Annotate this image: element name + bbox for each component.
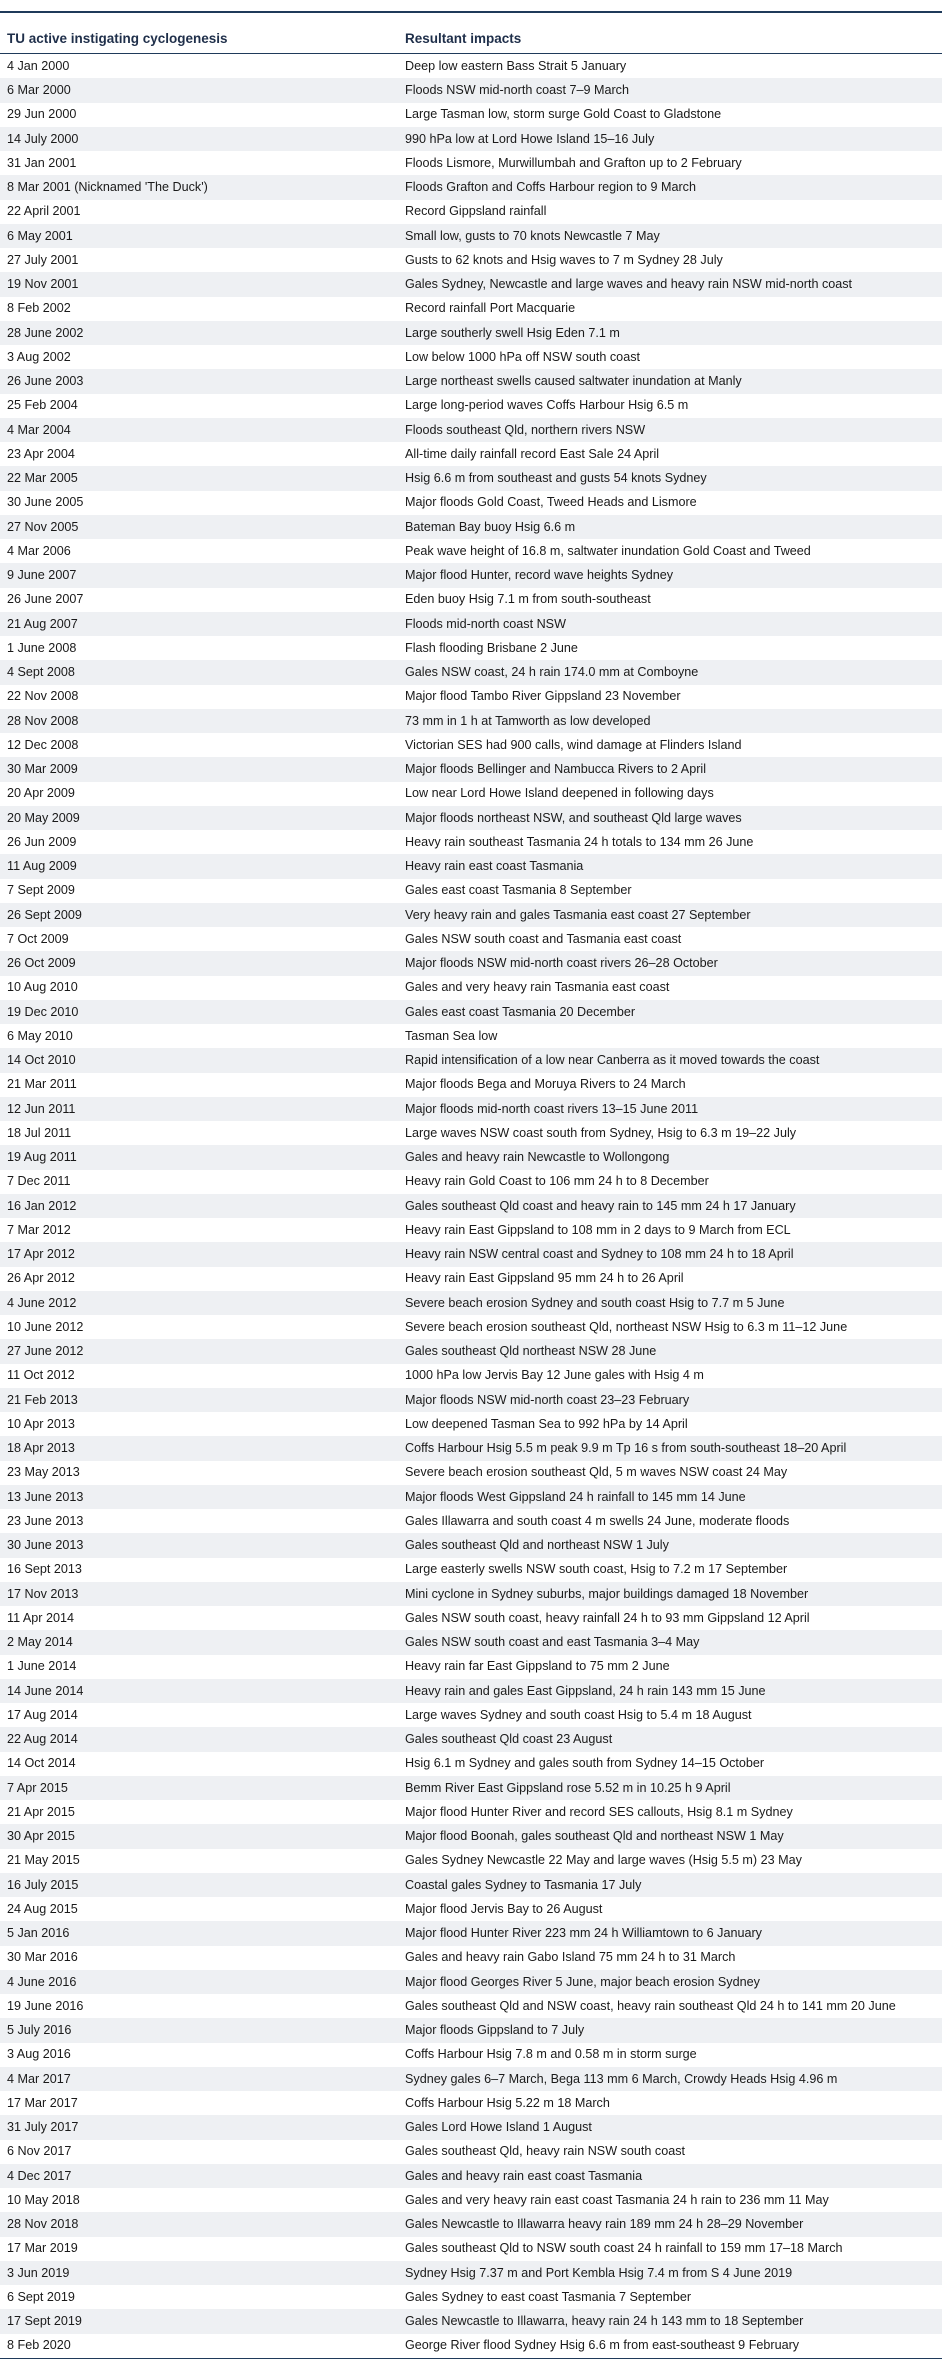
- table-row: [0, 345, 942, 369]
- table-row: [0, 151, 942, 175]
- table-row: [0, 2164, 942, 2188]
- table-row: [0, 1630, 942, 1654]
- resultant-impact-cell: Mini cyclone in Sydney suburbs, major buildings damaged 18 November: [398, 1582, 942, 1606]
- resultant-impact-cell: Gales and heavy rain Newcastle to Wollongong: [398, 1145, 942, 1169]
- resultant-impact-cell: Severe beach erosion Sydney and south coast Hsig to 7.7 m 5 June: [398, 1291, 942, 1315]
- tu-active-date-cell: 10 May 2018: [0, 2188, 398, 2212]
- tu-active-date-cell: 1 June 2008: [0, 636, 398, 660]
- table-row: [0, 2115, 942, 2139]
- table-row: [0, 1315, 942, 1339]
- resultant-impact-cell: Major floods mid-north coast rivers 13–15 June 2011: [398, 1097, 942, 1121]
- resultant-impact-cell: Major flood Hunter River and record SES callouts, Hsig 8.1 m Sydney: [398, 1800, 942, 1824]
- tu-active-date-cell: 19 Aug 2011: [0, 1145, 398, 1169]
- tu-active-date-cell: 3 Aug 2016: [0, 2043, 398, 2067]
- tu-active-date-cell: 4 Mar 2004: [0, 418, 398, 442]
- table-row: [0, 1267, 942, 1291]
- table-row: [0, 927, 942, 951]
- table-row: [0, 782, 942, 806]
- table-row: [0, 1582, 942, 1606]
- tu-active-date-cell: 30 Mar 2016: [0, 1946, 398, 1970]
- resultant-impact-cell: Gales Illawarra and south coast 4 m swells 24 June, moderate floods: [398, 1509, 942, 1533]
- tu-active-date-cell: 17 Mar 2019: [0, 2237, 398, 2261]
- table-row: [0, 297, 942, 321]
- resultant-impact-cell: Gales southeast Qld to NSW south coast 24 h rainfall to 159 mm 17–18 March: [398, 2237, 942, 2261]
- tu-active-date-cell: 28 June 2002: [0, 321, 398, 345]
- table-row: [0, 1849, 942, 1873]
- table-row: [0, 2067, 942, 2091]
- table-row: [0, 2309, 942, 2333]
- resultant-impact-cell: Major flood Hunter River 223 mm 24 h Williamtown to 6 January: [398, 1921, 942, 1945]
- tu-active-date-cell: 14 Oct 2014: [0, 1752, 398, 1776]
- tu-active-date-cell: 21 May 2015: [0, 1849, 398, 1873]
- table-row: [0, 1727, 942, 1751]
- resultant-impact-cell: Coffs Harbour Hsig 5.22 m 18 March: [398, 2091, 942, 2115]
- table-row: [0, 1073, 942, 1097]
- resultant-impact-cell: Gales east coast Tasmania 20 December: [398, 1000, 942, 1024]
- resultant-impact-cell: Major flood Hunter, record wave heights Sydney: [398, 563, 942, 587]
- tu-active-date-cell: 4 June 2016: [0, 1970, 398, 1994]
- table-row: [0, 491, 942, 515]
- table-row: [0, 830, 942, 854]
- resultant-impact-cell: Gales southeast Qld coast and heavy rain to 145 mm 24 h 17 January: [398, 1194, 942, 1218]
- resultant-impact-cell: Gales Newcastle to Illawarra, heavy rain 24 h 143 mm to 18 September: [398, 2309, 942, 2333]
- table-row: [0, 1679, 942, 1703]
- tu-active-date-cell: 30 June 2013: [0, 1533, 398, 1557]
- resultant-impact-cell: George River flood Sydney Hsig 6.6 m from east-southeast 9 February: [398, 2334, 942, 2359]
- tu-active-date-cell: 6 Nov 2017: [0, 2140, 398, 2164]
- tu-active-date-cell: 17 Mar 2017: [0, 2091, 398, 2115]
- tu-active-date-cell: 8 Feb 2020: [0, 2334, 398, 2359]
- cyclogenesis-impacts-table: [0, 23, 942, 2359]
- table-row: [0, 1800, 942, 1824]
- table-row: [0, 1436, 942, 1460]
- tu-active-date-cell: 12 Dec 2008: [0, 733, 398, 757]
- tu-active-date-cell: 14 July 2000: [0, 127, 398, 151]
- table-row: [0, 1921, 942, 1945]
- tu-active-date-cell: 12 Jun 2011: [0, 1097, 398, 1121]
- table-row: [0, 685, 942, 709]
- table-row: [0, 854, 942, 878]
- table-row: [0, 1242, 942, 1266]
- resultant-impact-cell: Gales Sydney, Newcastle and large waves and heavy rain NSW mid-north coast: [398, 272, 942, 296]
- table-row: [0, 1897, 942, 1921]
- table-row: [0, 466, 942, 490]
- resultant-impact-cell: Low deepened Tasman Sea to 992 hPa by 14 April: [398, 1412, 942, 1436]
- resultant-impact-cell: Gales and heavy rain east coast Tasmania: [398, 2164, 942, 2188]
- table-row: [0, 2334, 942, 2359]
- table-row: [0, 1994, 942, 2018]
- table-row: [0, 709, 942, 733]
- table-row: [0, 103, 942, 127]
- tu-active-date-cell: 7 Dec 2011: [0, 1170, 398, 1194]
- tu-active-date-cell: 16 Sept 2013: [0, 1558, 398, 1582]
- resultant-impact-cell: Floods southeast Qld, northern rivers NSW: [398, 418, 942, 442]
- table-row: [0, 200, 942, 224]
- resultant-impact-cell: Major flood Boonah, gales southeast Qld and northeast NSW 1 May: [398, 1824, 942, 1848]
- resultant-impact-cell: Deep low eastern Bass Strait 5 January: [398, 54, 942, 79]
- table-row: [0, 1170, 942, 1194]
- tu-active-date-cell: 14 June 2014: [0, 1679, 398, 1703]
- table-row: [0, 394, 942, 418]
- tu-active-date-cell: 19 Dec 2010: [0, 1000, 398, 1024]
- tu-active-date-cell: 5 July 2016: [0, 2018, 398, 2042]
- tu-active-date-cell: 3 Jun 2019: [0, 2261, 398, 2285]
- tu-active-date-cell: 7 Sept 2009: [0, 879, 398, 903]
- resultant-impact-cell: Gales Sydney to east coast Tasmania 7 September: [398, 2285, 942, 2309]
- resultant-impact-cell: Gales southeast Qld and northeast NSW 1 July: [398, 1533, 942, 1557]
- resultant-impact-cell: Floods Grafton and Coffs Harbour region to 9 March: [398, 175, 942, 199]
- tu-active-date-cell: 28 Nov 2008: [0, 709, 398, 733]
- tu-active-date-cell: 22 Aug 2014: [0, 1727, 398, 1751]
- table-row: [0, 903, 942, 927]
- tu-active-date-cell: 25 Feb 2004: [0, 394, 398, 418]
- resultant-impact-cell: Small low, gusts to 70 knots Newcastle 7 May: [398, 224, 942, 248]
- table-row: [0, 272, 942, 296]
- table-row: [0, 539, 942, 563]
- tu-active-date-cell: 4 June 2012: [0, 1291, 398, 1315]
- resultant-impact-cell: Gales and heavy rain Gabo Island 75 mm 24 h to 31 March: [398, 1946, 942, 1970]
- resultant-impact-cell: Rapid intensification of a low near Canberra as it moved towards the coast: [398, 1048, 942, 1072]
- table-row: [0, 1412, 942, 1436]
- tu-active-date-cell: 22 Nov 2008: [0, 685, 398, 709]
- resultant-impact-cell: Gusts to 62 knots and Hsig waves to 7 m Sydney 28 July: [398, 248, 942, 272]
- tu-active-date-cell: 21 Feb 2013: [0, 1388, 398, 1412]
- resultant-impact-cell: Gales southeast Qld, heavy rain NSW south coast: [398, 2140, 942, 2164]
- resultant-impact-cell: Severe beach erosion southeast Qld, northeast NSW Hsig to 6.3 m 11–12 June: [398, 1315, 942, 1339]
- tu-active-date-cell: 4 Sept 2008: [0, 660, 398, 684]
- table-row: [0, 879, 942, 903]
- table-row: [0, 2212, 942, 2236]
- table-row: [0, 1000, 942, 1024]
- tu-active-date-cell: 31 Jan 2001: [0, 151, 398, 175]
- table-row: [0, 1291, 942, 1315]
- tu-active-date-cell: 17 Nov 2013: [0, 1582, 398, 1606]
- resultant-impact-cell: Gales and very heavy rain east coast Tasmania 24 h rain to 236 mm 11 May: [398, 2188, 942, 2212]
- tu-active-date-cell: 27 Nov 2005: [0, 515, 398, 539]
- tu-active-date-cell: 14 Oct 2010: [0, 1048, 398, 1072]
- tu-active-date-cell: 23 June 2013: [0, 1509, 398, 1533]
- tu-active-date-cell: 6 Mar 2000: [0, 78, 398, 102]
- tu-active-date-cell: 4 Mar 2017: [0, 2067, 398, 2091]
- resultant-impact-cell: 1000 hPa low Jervis Bay 12 June gales with Hsig 4 m: [398, 1364, 942, 1388]
- resultant-impact-cell: Heavy rain far East Gippsland to 75 mm 2 June: [398, 1655, 942, 1679]
- tu-active-date-cell: 31 July 2017: [0, 2115, 398, 2139]
- resultant-impact-cell: Gales Lord Howe Island 1 August: [398, 2115, 942, 2139]
- resultant-impact-cell: Low near Lord Howe Island deepened in following days: [398, 782, 942, 806]
- resultant-impact-cell: Bateman Bay buoy Hsig 6.6 m: [398, 515, 942, 539]
- resultant-impact-cell: 990 hPa low at Lord Howe Island 15–16 July: [398, 127, 942, 151]
- tu-active-date-cell: 23 Apr 2004: [0, 442, 398, 466]
- table-row: [0, 1218, 942, 1242]
- resultant-impact-cell: Eden buoy Hsig 7.1 m from south-southeast: [398, 588, 942, 612]
- table-row: [0, 2237, 942, 2261]
- tu-active-date-cell: 20 May 2009: [0, 806, 398, 830]
- tu-active-date-cell: 21 Aug 2007: [0, 612, 398, 636]
- resultant-impact-cell: Gales southeast Qld northeast NSW 28 June: [398, 1339, 942, 1363]
- table-row: [0, 54, 942, 79]
- tu-active-date-cell: 8 Feb 2002: [0, 297, 398, 321]
- tu-active-date-cell: 6 May 2001: [0, 224, 398, 248]
- table-row: [0, 1194, 942, 1218]
- tu-active-date-cell: 7 Apr 2015: [0, 1776, 398, 1800]
- tu-active-date-cell: 17 Apr 2012: [0, 1242, 398, 1266]
- table-row: [0, 1533, 942, 1557]
- table-row: [0, 1752, 942, 1776]
- table-row: [0, 321, 942, 345]
- tu-active-date-cell: 20 Apr 2009: [0, 782, 398, 806]
- tu-active-date-cell: 10 Aug 2010: [0, 976, 398, 1000]
- table-row: [0, 2043, 942, 2067]
- resultant-impact-cell: Major floods West Gippsland 24 h rainfall to 145 mm 14 June: [398, 1485, 942, 1509]
- table-row: [0, 806, 942, 830]
- table-row: [0, 78, 942, 102]
- tu-active-date-cell: 4 Mar 2006: [0, 539, 398, 563]
- resultant-impact-cell: Severe beach erosion southeast Qld, 5 m waves NSW coast 24 May: [398, 1461, 942, 1485]
- resultant-impact-cell: Major floods northeast NSW, and southeast Qld large waves: [398, 806, 942, 830]
- resultant-impact-cell: Major floods Gippsland to 7 July: [398, 2018, 942, 2042]
- tu-active-date-cell: 10 Apr 2013: [0, 1412, 398, 1436]
- table-header-row: [0, 23, 942, 54]
- tu-active-date-cell: 13 June 2013: [0, 1485, 398, 1509]
- resultant-impact-cell: Sydney gales 6–7 March, Bega 113 mm 6 March, Crowdy Heads Hsig 4.96 m: [398, 2067, 942, 2091]
- resultant-impact-cell: Flash flooding Brisbane 2 June: [398, 636, 942, 660]
- tu-active-date-cell: 28 Nov 2018: [0, 2212, 398, 2236]
- table-row: [0, 442, 942, 466]
- table-row: [0, 1824, 942, 1848]
- tu-active-date-cell: 26 June 2003: [0, 369, 398, 393]
- tu-active-date-cell: 26 June 2007: [0, 588, 398, 612]
- table-row: [0, 224, 942, 248]
- tu-active-date-cell: 30 Apr 2015: [0, 1824, 398, 1848]
- tu-active-date-cell: 2 May 2014: [0, 1630, 398, 1654]
- resultant-impact-cell: Gales southeast Qld coast 23 August: [398, 1727, 942, 1751]
- table-row: [0, 1339, 942, 1363]
- tu-active-date-cell: 7 Mar 2012: [0, 1218, 398, 1242]
- tu-active-date-cell: 21 Apr 2015: [0, 1800, 398, 1824]
- tu-active-date-cell: 21 Mar 2011: [0, 1073, 398, 1097]
- resultant-impact-cell: Very heavy rain and gales Tasmania east coast 27 September: [398, 903, 942, 927]
- resultant-impact-cell: Low below 1000 hPa off NSW south coast: [398, 345, 942, 369]
- resultant-impact-cell: Major floods Bellinger and Nambucca Rivers to 2 April: [398, 757, 942, 781]
- table-row: [0, 2188, 942, 2212]
- resultant-impact-cell: Heavy rain east coast Tasmania: [398, 854, 942, 878]
- tu-active-date-cell: 10 June 2012: [0, 1315, 398, 1339]
- tu-active-date-cell: 26 Apr 2012: [0, 1267, 398, 1291]
- table-row: [0, 369, 942, 393]
- table-row: [0, 636, 942, 660]
- table-row: [0, 2018, 942, 2042]
- table-row: [0, 588, 942, 612]
- tu-active-date-cell: 19 June 2016: [0, 1994, 398, 2018]
- table-row: [0, 1509, 942, 1533]
- resultant-impact-cell: Gales NSW south coast and east Tasmania 3–4 May: [398, 1630, 942, 1654]
- resultant-impact-cell: Tasman Sea low: [398, 1024, 942, 1048]
- tu-active-date-cell: 9 June 2007: [0, 563, 398, 587]
- resultant-impact-cell: Large southerly swell Hsig Eden 7.1 m: [398, 321, 942, 345]
- resultant-impact-cell: Large Tasman low, storm surge Gold Coast to Gladstone: [398, 103, 942, 127]
- column-header-tu-active: TU active instigating cyclogenesis: [0, 23, 398, 54]
- tu-active-date-cell: 6 May 2010: [0, 1024, 398, 1048]
- tu-active-date-cell: 6 Sept 2019: [0, 2285, 398, 2309]
- table-row: [0, 418, 942, 442]
- resultant-impact-cell: Coastal gales Sydney to Tasmania 17 July: [398, 1873, 942, 1897]
- table-row: [0, 127, 942, 151]
- tu-active-date-cell: 26 Jun 2009: [0, 830, 398, 854]
- tu-active-date-cell: 11 Apr 2014: [0, 1606, 398, 1630]
- resultant-impact-cell: Heavy rain East Gippsland 95 mm 24 h to 26 April: [398, 1267, 942, 1291]
- tu-active-date-cell: 8 Mar 2001 (Nicknamed 'The Duck'): [0, 175, 398, 199]
- table-row: [0, 1970, 942, 1994]
- tu-active-date-cell: 26 Sept 2009: [0, 903, 398, 927]
- tu-active-date-cell: 4 Jan 2000: [0, 54, 398, 79]
- table-row: [0, 757, 942, 781]
- resultant-impact-cell: Record Gippsland rainfall: [398, 200, 942, 224]
- tu-active-date-cell: 16 Jan 2012: [0, 1194, 398, 1218]
- resultant-impact-cell: Heavy rain southeast Tasmania 24 h totals to 134 mm 26 June: [398, 830, 942, 854]
- tu-active-date-cell: 1 June 2014: [0, 1655, 398, 1679]
- resultant-impact-cell: Floods Lismore, Murwillumbah and Grafton up to 2 February: [398, 151, 942, 175]
- resultant-impact-cell: Major floods NSW mid-north coast 23–23 February: [398, 1388, 942, 1412]
- table-row: [0, 515, 942, 539]
- tu-active-date-cell: 23 May 2013: [0, 1461, 398, 1485]
- resultant-impact-cell: Gales NSW south coast and Tasmania east coast: [398, 927, 942, 951]
- table-row: [0, 563, 942, 587]
- tu-active-date-cell: 11 Aug 2009: [0, 854, 398, 878]
- tu-active-date-cell: 22 April 2001: [0, 200, 398, 224]
- table-body: [0, 54, 942, 2359]
- tu-active-date-cell: 30 June 2005: [0, 491, 398, 515]
- resultant-impact-cell: Gales NSW coast, 24 h rain 174.0 mm at Comboyne: [398, 660, 942, 684]
- table-row: [0, 2261, 942, 2285]
- resultant-impact-cell: Floods mid-north coast NSW: [398, 612, 942, 636]
- resultant-impact-cell: Floods NSW mid-north coast 7–9 March: [398, 78, 942, 102]
- table-row: [0, 1145, 942, 1169]
- resultant-impact-cell: Victorian SES had 900 calls, wind damage at Flinders Island: [398, 733, 942, 757]
- table-row: [0, 1461, 942, 1485]
- resultant-impact-cell: All-time daily rainfall record East Sale 24 April: [398, 442, 942, 466]
- tu-active-date-cell: 30 Mar 2009: [0, 757, 398, 781]
- table-row: [0, 1703, 942, 1727]
- resultant-impact-cell: Gales Newcastle to Illawarra heavy rain 189 mm 24 h 28–29 November: [398, 2212, 942, 2236]
- resultant-impact-cell: Major flood Georges River 5 June, major beach erosion Sydney: [398, 1970, 942, 1994]
- table-row: [0, 1946, 942, 1970]
- table-row: [0, 1655, 942, 1679]
- resultant-impact-cell: Major flood Tambo River Gippsland 23 November: [398, 685, 942, 709]
- resultant-impact-cell: Gales and very heavy rain Tasmania east coast: [398, 976, 942, 1000]
- table-row: [0, 175, 942, 199]
- tu-active-date-cell: 26 Oct 2009: [0, 951, 398, 975]
- resultant-impact-cell: Major floods Bega and Moruya Rivers to 24 March: [398, 1073, 942, 1097]
- table-row: [0, 2140, 942, 2164]
- tu-active-date-cell: 29 Jun 2000: [0, 103, 398, 127]
- resultant-impact-cell: Gales NSW south coast, heavy rainfall 24 h to 93 mm Gippsland 12 April: [398, 1606, 942, 1630]
- resultant-impact-cell: Hsig 6.6 m from southeast and gusts 54 knots Sydney: [398, 466, 942, 490]
- resultant-impact-cell: Heavy rain East Gippsland to 108 mm in 2 days to 9 March from ECL: [398, 1218, 942, 1242]
- resultant-impact-cell: Sydney Hsig 7.37 m and Port Kembla Hsig 7.4 m from S 4 June 2019: [398, 2261, 942, 2285]
- resultant-impact-cell: 73 mm in 1 h at Tamworth as low developed: [398, 709, 942, 733]
- resultant-impact-cell: Large waves Sydney and south coast Hsig to 5.4 m 18 August: [398, 1703, 942, 1727]
- resultant-impact-cell: Coffs Harbour Hsig 7.8 m and 0.58 m in storm surge: [398, 2043, 942, 2067]
- table-row: [0, 1558, 942, 1582]
- resultant-impact-cell: Coffs Harbour Hsig 5.5 m peak 9.9 m Tp 16 s from south-southeast 18–20 April: [398, 1436, 942, 1460]
- resultant-impact-cell: Large waves NSW coast south from Sydney, Hsig to 6.3 m 19–22 July: [398, 1121, 942, 1145]
- table-row: [0, 1024, 942, 1048]
- table-row: [0, 1485, 942, 1509]
- resultant-impact-cell: Major floods Gold Coast, Tweed Heads and Lismore: [398, 491, 942, 515]
- resultant-impact-cell: Record rainfall Port Macquarie: [398, 297, 942, 321]
- resultant-impact-cell: Heavy rain Gold Coast to 106 mm 24 h to 8 December: [398, 1170, 942, 1194]
- resultant-impact-cell: Heavy rain and gales East Gippsland, 24 h rain 143 mm 15 June: [398, 1679, 942, 1703]
- resultant-impact-cell: Gales east coast Tasmania 8 September: [398, 879, 942, 903]
- table-row: [0, 660, 942, 684]
- table-row: [0, 976, 942, 1000]
- top-rule: [0, 11, 942, 13]
- table-row: [0, 612, 942, 636]
- tu-active-date-cell: 11 Oct 2012: [0, 1364, 398, 1388]
- tu-active-date-cell: 5 Jan 2016: [0, 1921, 398, 1945]
- resultant-impact-cell: Bemm River East Gippsland rose 5.52 m in 10.25 h 9 April: [398, 1776, 942, 1800]
- tu-active-date-cell: 18 Jul 2011: [0, 1121, 398, 1145]
- tu-active-date-cell: 24 Aug 2015: [0, 1897, 398, 1921]
- table-row: [0, 1776, 942, 1800]
- resultant-impact-cell: Large easterly swells NSW south coast, Hsig to 7.2 m 17 September: [398, 1558, 942, 1582]
- tu-active-date-cell: 3 Aug 2002: [0, 345, 398, 369]
- column-header-resultant-impacts: Resultant impacts: [398, 23, 942, 54]
- tu-active-date-cell: 22 Mar 2005: [0, 466, 398, 490]
- table-row: [0, 2091, 942, 2115]
- tu-active-date-cell: 19 Nov 2001: [0, 272, 398, 296]
- tu-active-date-cell: 4 Dec 2017: [0, 2164, 398, 2188]
- tu-active-date-cell: 17 Sept 2019: [0, 2309, 398, 2333]
- table-row: [0, 1048, 942, 1072]
- resultant-impact-cell: Peak wave height of 16.8 m, saltwater inundation Gold Coast and Tweed: [398, 539, 942, 563]
- table-row: [0, 733, 942, 757]
- table-row: [0, 1606, 942, 1630]
- resultant-impact-cell: Large long-period waves Coffs Harbour Hsig 6.5 m: [398, 394, 942, 418]
- resultant-impact-cell: Large northeast swells caused saltwater inundation at Manly: [398, 369, 942, 393]
- table-row: [0, 1873, 942, 1897]
- resultant-impact-cell: Major floods NSW mid-north coast rivers 26–28 October: [398, 951, 942, 975]
- table-row: [0, 1097, 942, 1121]
- table-row: [0, 951, 942, 975]
- tu-active-date-cell: 27 June 2012: [0, 1339, 398, 1363]
- tu-active-date-cell: 7 Oct 2009: [0, 927, 398, 951]
- resultant-impact-cell: Gales southeast Qld and NSW coast, heavy rain southeast Qld 24 h to 141 mm 20 June: [398, 1994, 942, 2018]
- table-row: [0, 1364, 942, 1388]
- resultant-impact-cell: Hsig 6.1 m Sydney and gales south from Sydney 14–15 October: [398, 1752, 942, 1776]
- table-row: [0, 2285, 942, 2309]
- resultant-impact-cell: Major flood Jervis Bay to 26 August: [398, 1897, 942, 1921]
- tu-active-date-cell: 18 Apr 2013: [0, 1436, 398, 1460]
- resultant-impact-cell: Heavy rain NSW central coast and Sydney to 108 mm 24 h to 18 April: [398, 1242, 942, 1266]
- tu-active-date-cell: 27 July 2001: [0, 248, 398, 272]
- table-row: [0, 1388, 942, 1412]
- resultant-impact-cell: Gales Sydney Newcastle 22 May and large waves (Hsig 5.5 m) 23 May: [398, 1849, 942, 1873]
- tu-active-date-cell: 16 July 2015: [0, 1873, 398, 1897]
- table-row: [0, 248, 942, 272]
- table-row: [0, 1121, 942, 1145]
- tu-active-date-cell: 17 Aug 2014: [0, 1703, 398, 1727]
